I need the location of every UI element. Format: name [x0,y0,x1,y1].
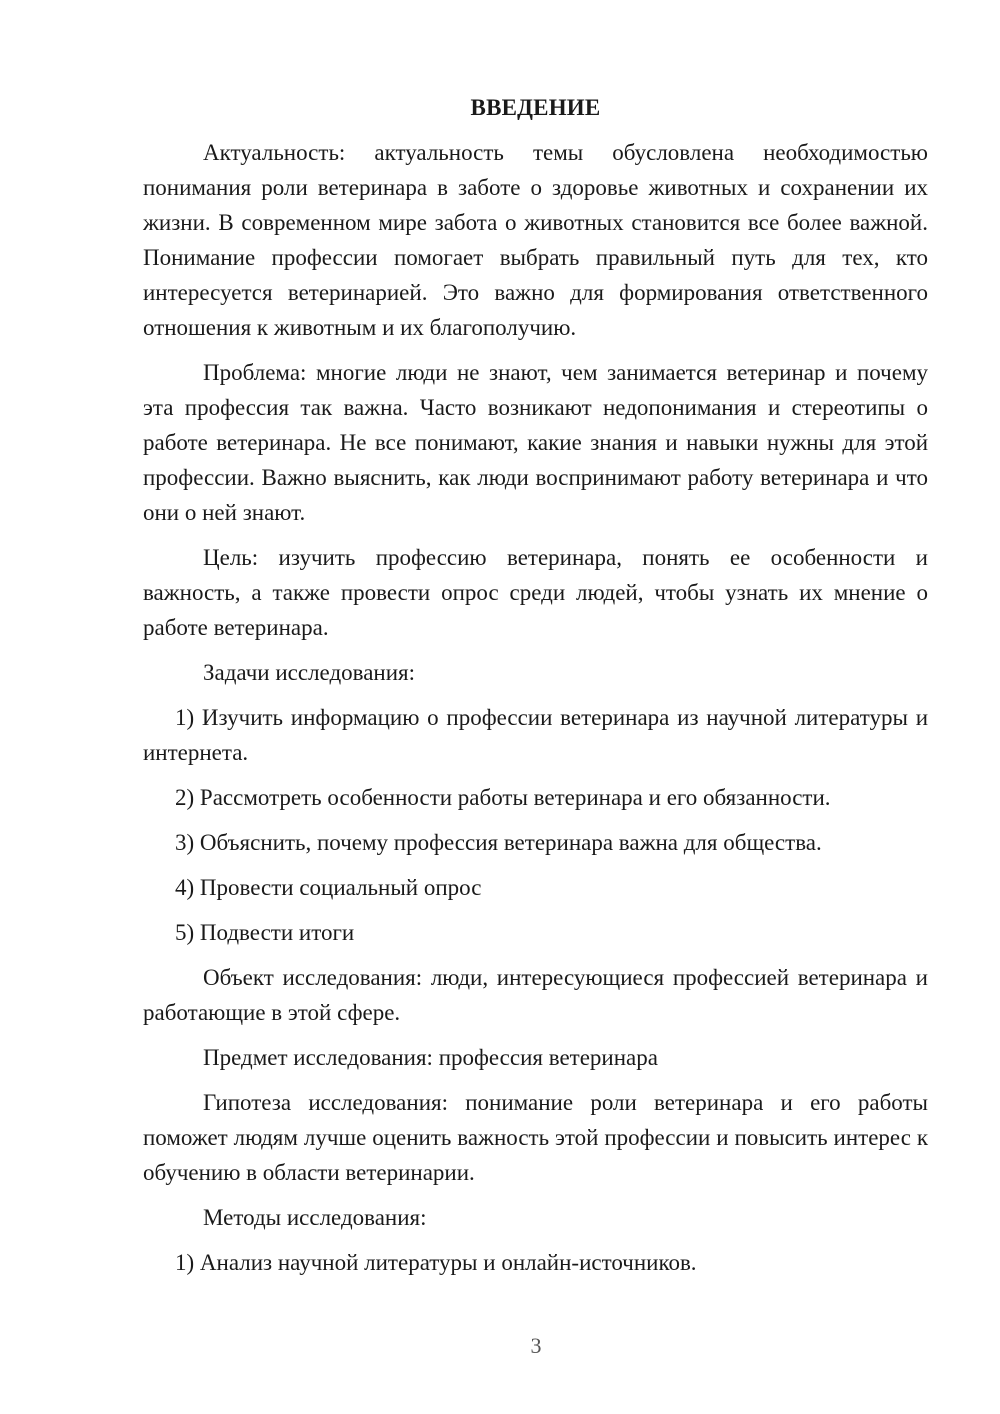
paragraph-object: Объект исследования: люди, интересующиеся профессией ветеринара и работающие в этой сфере. [143,965,928,1025]
task-item-5: 5) Подвести итоги [175,920,355,945]
method-item-1: 1) Анализ научной литературы и онлайн-источников. [175,1250,697,1275]
paragraph-goal: Цель: изучить профессию ветеринара, понять ее особенности и важность, а также провести опрос среди людей, чтобы узнать их мнение о работе ветеринара. [143,545,928,640]
paragraph-problem: Проблема: многие люди не знают, чем занимается ветеринар и почему эта профессия так важна. Часто возникают недопонимания и стереотипы о работе ветеринара. Не все понимают, какие знания и навыки нужны для этой профессии. Важно выяснить, как люди воспринимают работу ветеринара и что они о ней знают. [143,360,928,525]
document-page [143,90,928,1290]
page-number: 3 [530,1333,542,1358]
task-item-4: 4) Провести социальный опрос [175,875,482,900]
task-item-2: 2) Рассмотреть особенности работы ветеринара и его обязанности. [175,785,831,810]
task-item-1: 1) Изучить информацию о профессии ветеринара из научной литературы и интернета. [143,705,928,765]
methods-heading: Методы исследования: [203,1205,427,1230]
section-title: ВВЕДЕНИЕ [470,95,601,120]
paragraph-subject: Предмет исследования: профессия ветеринара [203,1045,658,1070]
paragraph-hypothesis: Гипотеза исследования: понимание роли ветеринара и его работы поможет людям лучше оценить важность этой профессии и повысить интерес к обучению в области ветеринарии. [143,1090,928,1185]
tasks-heading: Задачи исследования: [203,660,416,685]
paragraph-actuality: Актуальность: актуальность темы обусловлена необходимостью понимания роли ветеринара в заботе о здоровье животных и сохранении их жизни. В современном мире забота о животных становится все более важной. Понимание профессии помогает выбрать правильный путь для тех, кто интересуется ветеринарией. Это важно для формирования ответственного отношения к животным и их благополучию. [143,140,928,340]
task-item-3: 3) Объяснить, почему профессия ветеринара важна для общества. [175,830,822,855]
